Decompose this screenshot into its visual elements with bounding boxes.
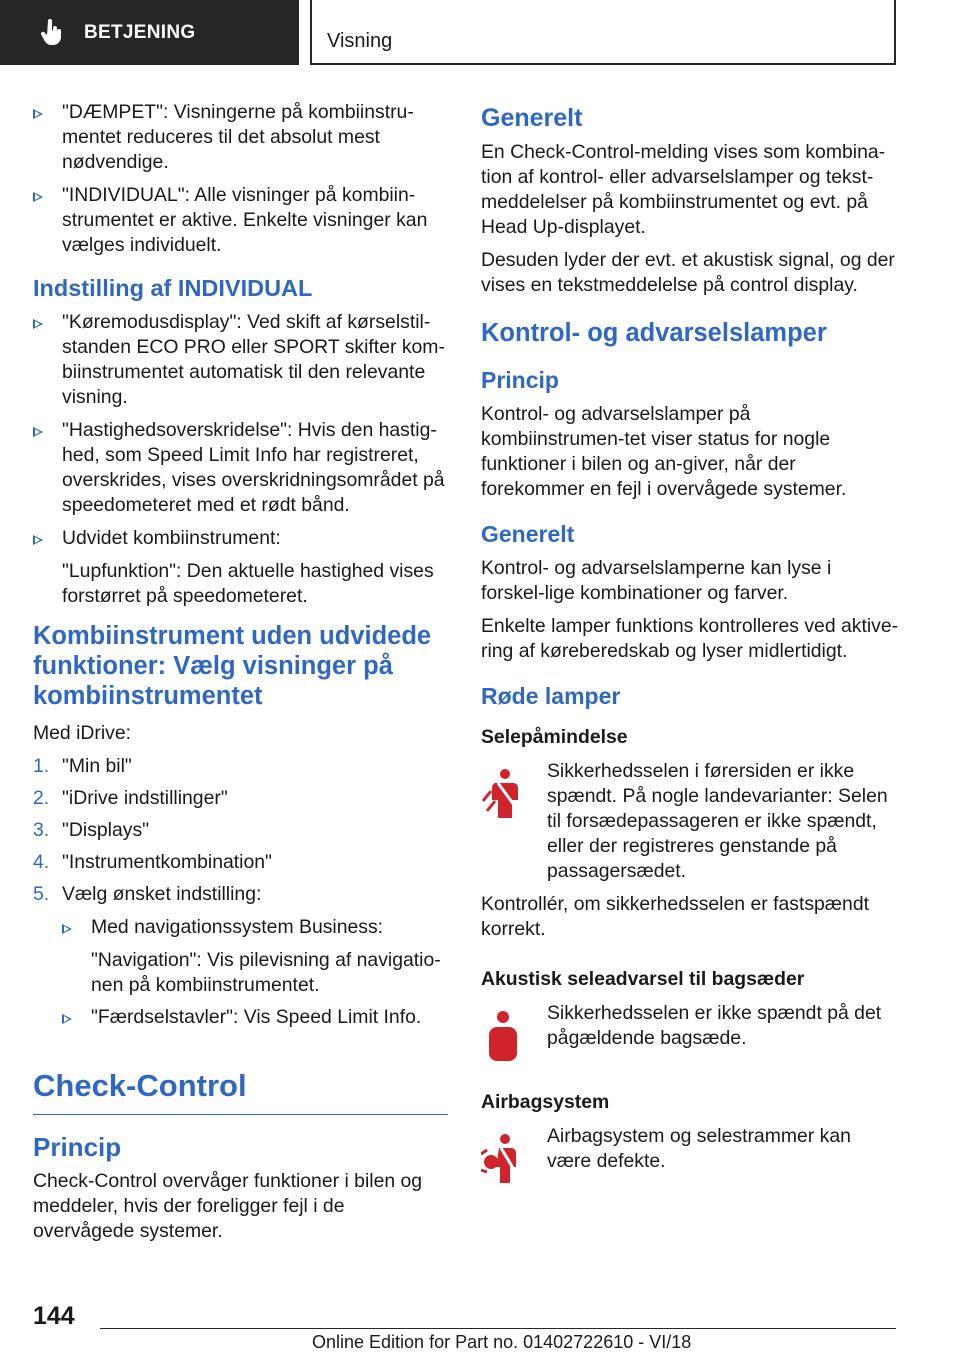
paragraph-princip: Check-Control overvåger funktioner i bilen og meddeler, hvis der foreligger fejl i de overvågede systemer. [33,1170,423,1242]
warning-seatbelt [481,759,899,884]
triangle-bullet-icon [33,535,43,545]
list-item-continuation: "Navigation": Vis pilevisning af navigatio-nen på kombiinstrumentet. [91,949,441,996]
paragraph-generelt2-1: Kontrol- og advarselslamperne kan lyse i forskel-lige kombinationer og farver. [481,557,832,604]
list-item: "Køremodusdisplay": Ved skift af kørselstil-standen ECO PRO eller SPORT skifter kom-biinstrumentet automatisk til den relevante visning. [33,310,448,410]
heading-kombiinstrument: Kombiinstrument uden udvidede funktioner: Vælg visninger på kombiinstrumentet [33,622,432,710]
paragraph-princip-2: Kontrol- og advarselslamper på kombiinstrumen-tet viser status for nogle funktioner i bilen og an-giver, når der forekommer en fejl i overvågede systemer. [481,403,847,500]
paragraph-generelt-2: Desuden lyder der evt. et akustisk signal, og der vises en tekstmeddelelse på control display. [481,249,895,296]
triangle-bullet-icon [33,427,43,437]
paragraph-generelt2-2: Enkelte lamper funktions kontrolleres ved aktive-ring af køreberedskab og lyser midlertidigt. [481,615,899,662]
list-item: "DÆMPET": Visningerne på kombiinstru-mentet reduceres til det absolut mest nødvendige. [33,100,448,175]
step-item: 1. "Min bil" [33,755,132,777]
header-section-title: BETJENING [84,21,196,43]
seatbelt-warning-icon [481,767,525,821]
list-item: "INDIVIDUAL": Alle visninger på kombiin-strumentet er aktive. Enkelte visninger kan vælges individuelt. [33,183,448,258]
list-item-continuation: "Lupfunktion": Den aktuelle hastighed vises forstørret på speedometeret. [62,560,434,607]
footer-edition: Online Edition for Part no. 01402722610 - VI/18 [312,1332,692,1352]
list-item: Med navigationssystem Business: "Navigation": Vis pilevisning af navigatio-nen på kombiinstrumentet. [62,915,448,998]
step-item: 4. "Instrumentkombination" [33,851,272,873]
heading-generelt: Generelt [481,104,583,132]
bullet-list-top [33,100,448,258]
triangle-bullet-icon [33,319,43,329]
heading-princip: Princip [33,1132,122,1162]
list-item: "Hastighedsoverskridelse": Hvis den hastig-hed, som Speed Limit Info har registreret, overskrides, vises overskridningsområdet på speedometeret med et rødt bånd. [33,418,448,518]
triangle-bullet-icon [62,1014,72,1024]
list-item: Udvidet kombiinstrument: "Lupfunktion": Den aktuelle hastighed vises forstørret på speedometeret. [33,526,448,609]
warning-rear-seat [481,1001,899,1063]
heading-princip-2: Princip [481,367,559,393]
numbered-steps [33,754,448,1030]
triangle-bullet-icon [62,924,72,934]
heading-generelt-2: Generelt [481,521,575,547]
heading-bagsaeder: Akustisk seleadvarsel til bagsæder [481,968,805,990]
heading-roede-lamper: Røde lamper [481,683,621,709]
bullet-list-individual [33,310,448,609]
header-section-tab [0,0,299,65]
rear-seat-icon [481,1009,525,1063]
airbag-icon [481,1132,525,1186]
warning-airbag [481,1124,899,1186]
heading-rule [33,1114,448,1115]
paragraph-med-idrive: Med iDrive: [33,722,132,744]
paragraph-seatbelt-check: Kontrollér, om sikkerhedsselen er fastspændt korrekt. [481,893,870,940]
warning-seatbelt-text: Sikkerhedsselen i førersiden er ikke spændt. På nogle landevarianter: Selen til forsædepassageren er ikke spændt, eller der registreres genstande på passagersædet. [547,760,888,882]
heading-indstilling: Indstilling af INDIVIDUAL [33,275,313,301]
heading-airbagsystem: Airbagsystem [481,1091,610,1113]
step-item: 3. "Displays" [33,819,150,841]
heading-kontrol: Kontrol- og advarselslamper [481,319,827,347]
left-column [33,100,448,1252]
paragraph-generelt-1: En Check-Control-melding vises som kombina-tion af kontrol- eller advarselslamper og tekst-meddelelser på kombiinstrumentet og evt. på Head Up-displayet. [481,141,886,238]
triangle-bullet-icon [33,109,43,119]
warning-airbag-text: Airbagsystem og selestrammer kan være defekte. [547,1125,851,1172]
right-column [481,100,899,1186]
footer-rule [100,1328,896,1329]
hand-pointer-icon [40,19,64,47]
page-number: 144 [33,1302,75,1330]
header-subsection-title: Visning [327,30,393,52]
list-item: "Færdselstavler": Vis Speed Limit Info. [62,1005,448,1030]
step-item: 2. "iDrive indstillinger" [33,787,228,809]
step-item: 5. Vælg ønsket indstilling: Med navigationssystem Business: "Navigation": Vis pilevisning af navigatio-nen på kombiinstrumentet. "Færdselstavler": Vis Speed Limit Info. [33,882,448,1030]
warning-rear-seat-text: Sikkerhedsselen er ikke spændt på det pågældende bagsæde. [547,1002,882,1049]
sub-bullet-list [62,915,448,1030]
header-subsection-box [310,0,896,65]
heading-selepaamindelse: Selepåmindelse [481,726,628,748]
triangle-bullet-icon [33,192,43,202]
heading-check-control: Check-Control [33,1068,247,1103]
